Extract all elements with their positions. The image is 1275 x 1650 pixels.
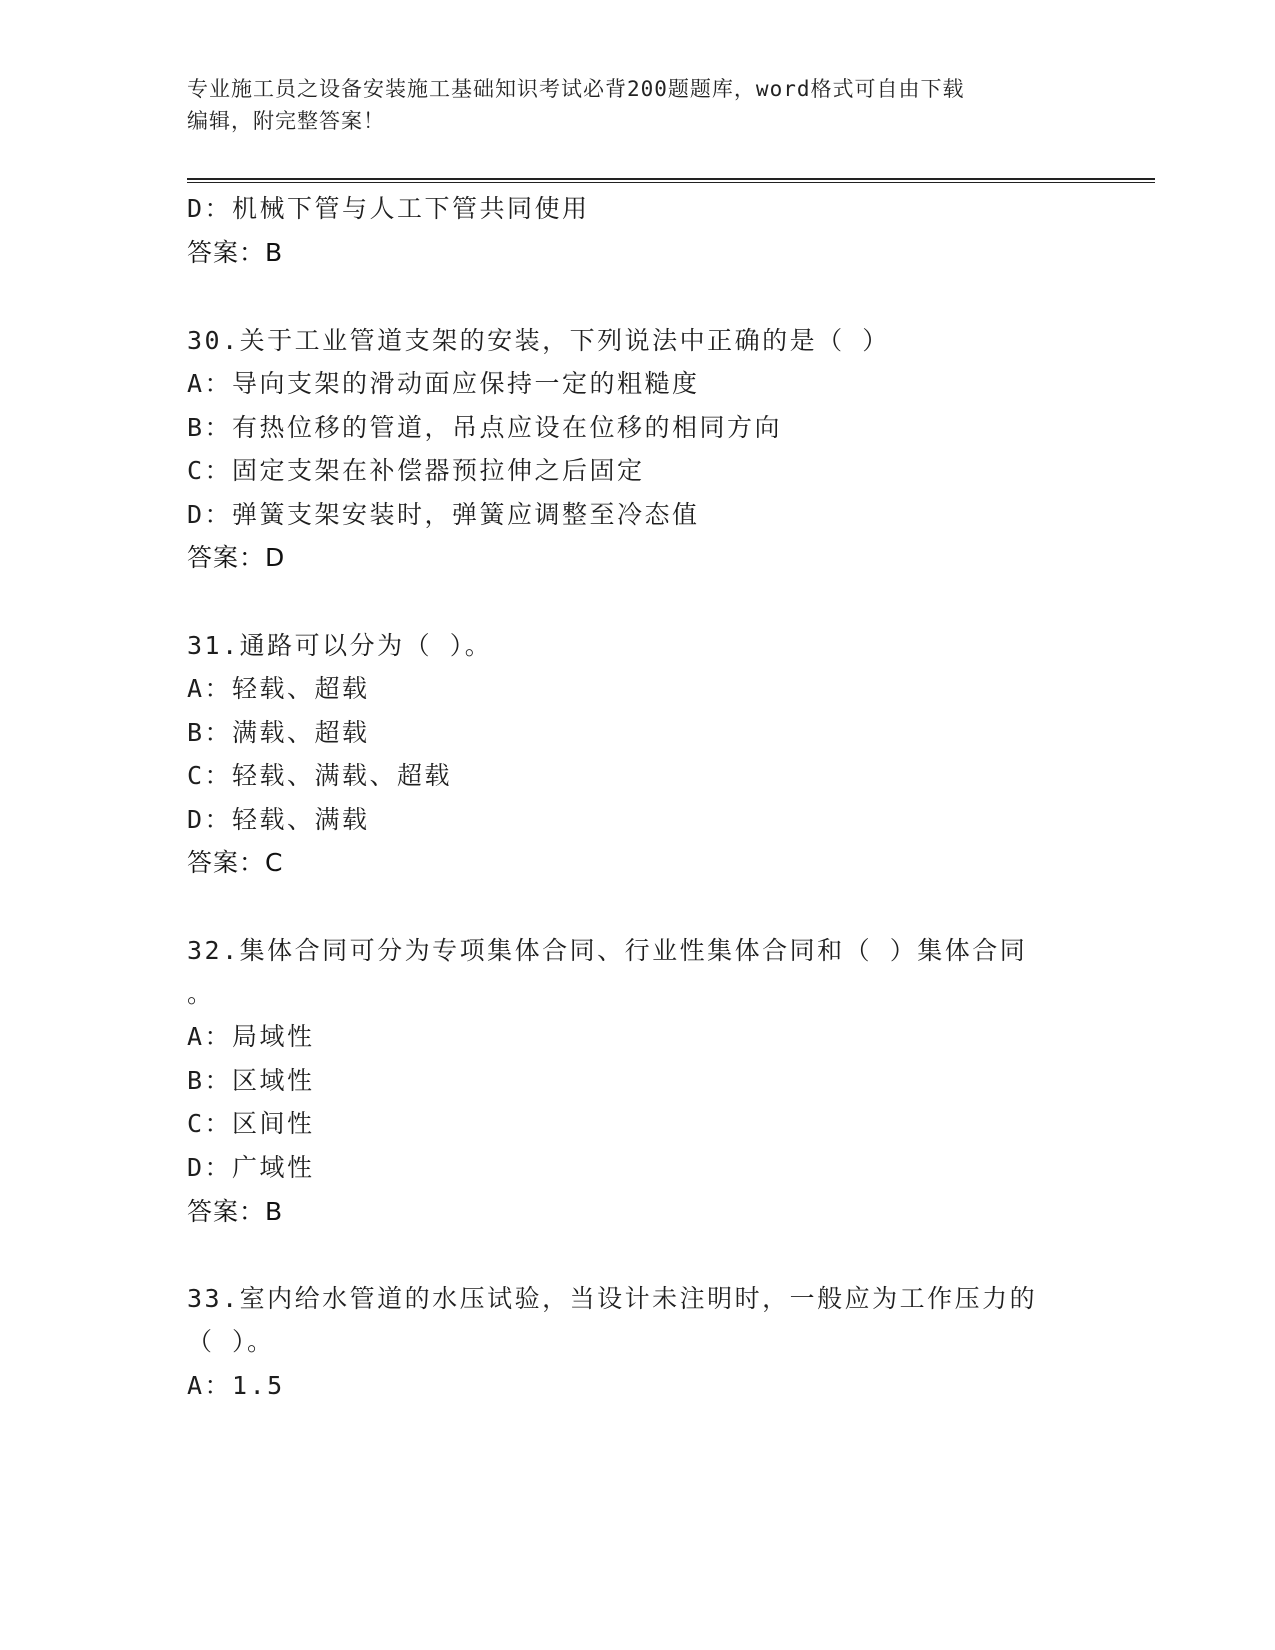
q32-answer (187, 1196, 283, 1228)
answer-value: C (265, 848, 284, 877)
header-title-line-2: 编辑，附完整答案！ (187, 109, 385, 133)
answer-value: B (265, 238, 284, 267)
q30-answer (187, 542, 285, 574)
answer-value: D (265, 543, 286, 572)
q30-stem: 30.关于工业管道支架的安装，下列说法中正确的是（ ） (187, 326, 890, 355)
q33-option-a: A：1.5 (187, 1371, 285, 1400)
q29-option-d: D：机械下管与人工下管共同使用 (187, 194, 590, 223)
answer-label: 答案： (187, 238, 266, 267)
answer-label: 答案： (187, 1197, 266, 1226)
q31-option-d: D：轻载、满载 (187, 805, 370, 834)
answer-label: 答案： (187, 848, 266, 877)
q31-option-c: C：轻载、满载、超载 (187, 761, 453, 790)
q32-option-d: D：广域性 (187, 1153, 315, 1182)
q30-option-d: D：弹簧支架安装时，弹簧应调整至冷态值 (187, 500, 700, 529)
header-divider-thin (187, 182, 1155, 183)
q32-option-a: A：局域性 (187, 1022, 315, 1051)
q33-stem: 33.室内给水管道的水压试验，当设计未注明时，一般应为工作压力的 (187, 1284, 1038, 1313)
q32-option-c: C：区间性 (187, 1109, 315, 1138)
q30-option-b: B：有热位移的管道，吊点应设在位移的相同方向 (187, 413, 783, 442)
q31-option-b: B：满载、超载 (187, 718, 370, 747)
q32-stem-continuation: 。 (187, 979, 215, 1008)
q31-answer (187, 847, 283, 879)
q33-stem-continuation: （ ）。 (187, 1327, 275, 1356)
q31-stem: 31.通路可以分为（ ）。 (187, 631, 493, 660)
document-header (187, 73, 1087, 137)
header-title-line-1: 专业施工员之设备安装施工基础知识考试必背200题题库，word格式可自由下载 (187, 77, 965, 101)
q29-answer (187, 237, 283, 269)
q32-option-b: B：区域性 (187, 1066, 315, 1095)
q31-option-a: A：轻载、超载 (187, 674, 370, 703)
answer-label: 答案： (187, 543, 266, 572)
header-divider-thick (187, 178, 1155, 180)
q32-stem: 32.集体合同可分为专项集体合同、行业性集体合同和（ ）集体合同 (187, 936, 1028, 965)
answer-value: B (265, 1197, 284, 1226)
q30-option-a: A：导向支架的滑动面应保持一定的粗糙度 (187, 369, 700, 398)
q30-option-c: C：固定支架在补偿器预拉伸之后固定 (187, 456, 645, 485)
